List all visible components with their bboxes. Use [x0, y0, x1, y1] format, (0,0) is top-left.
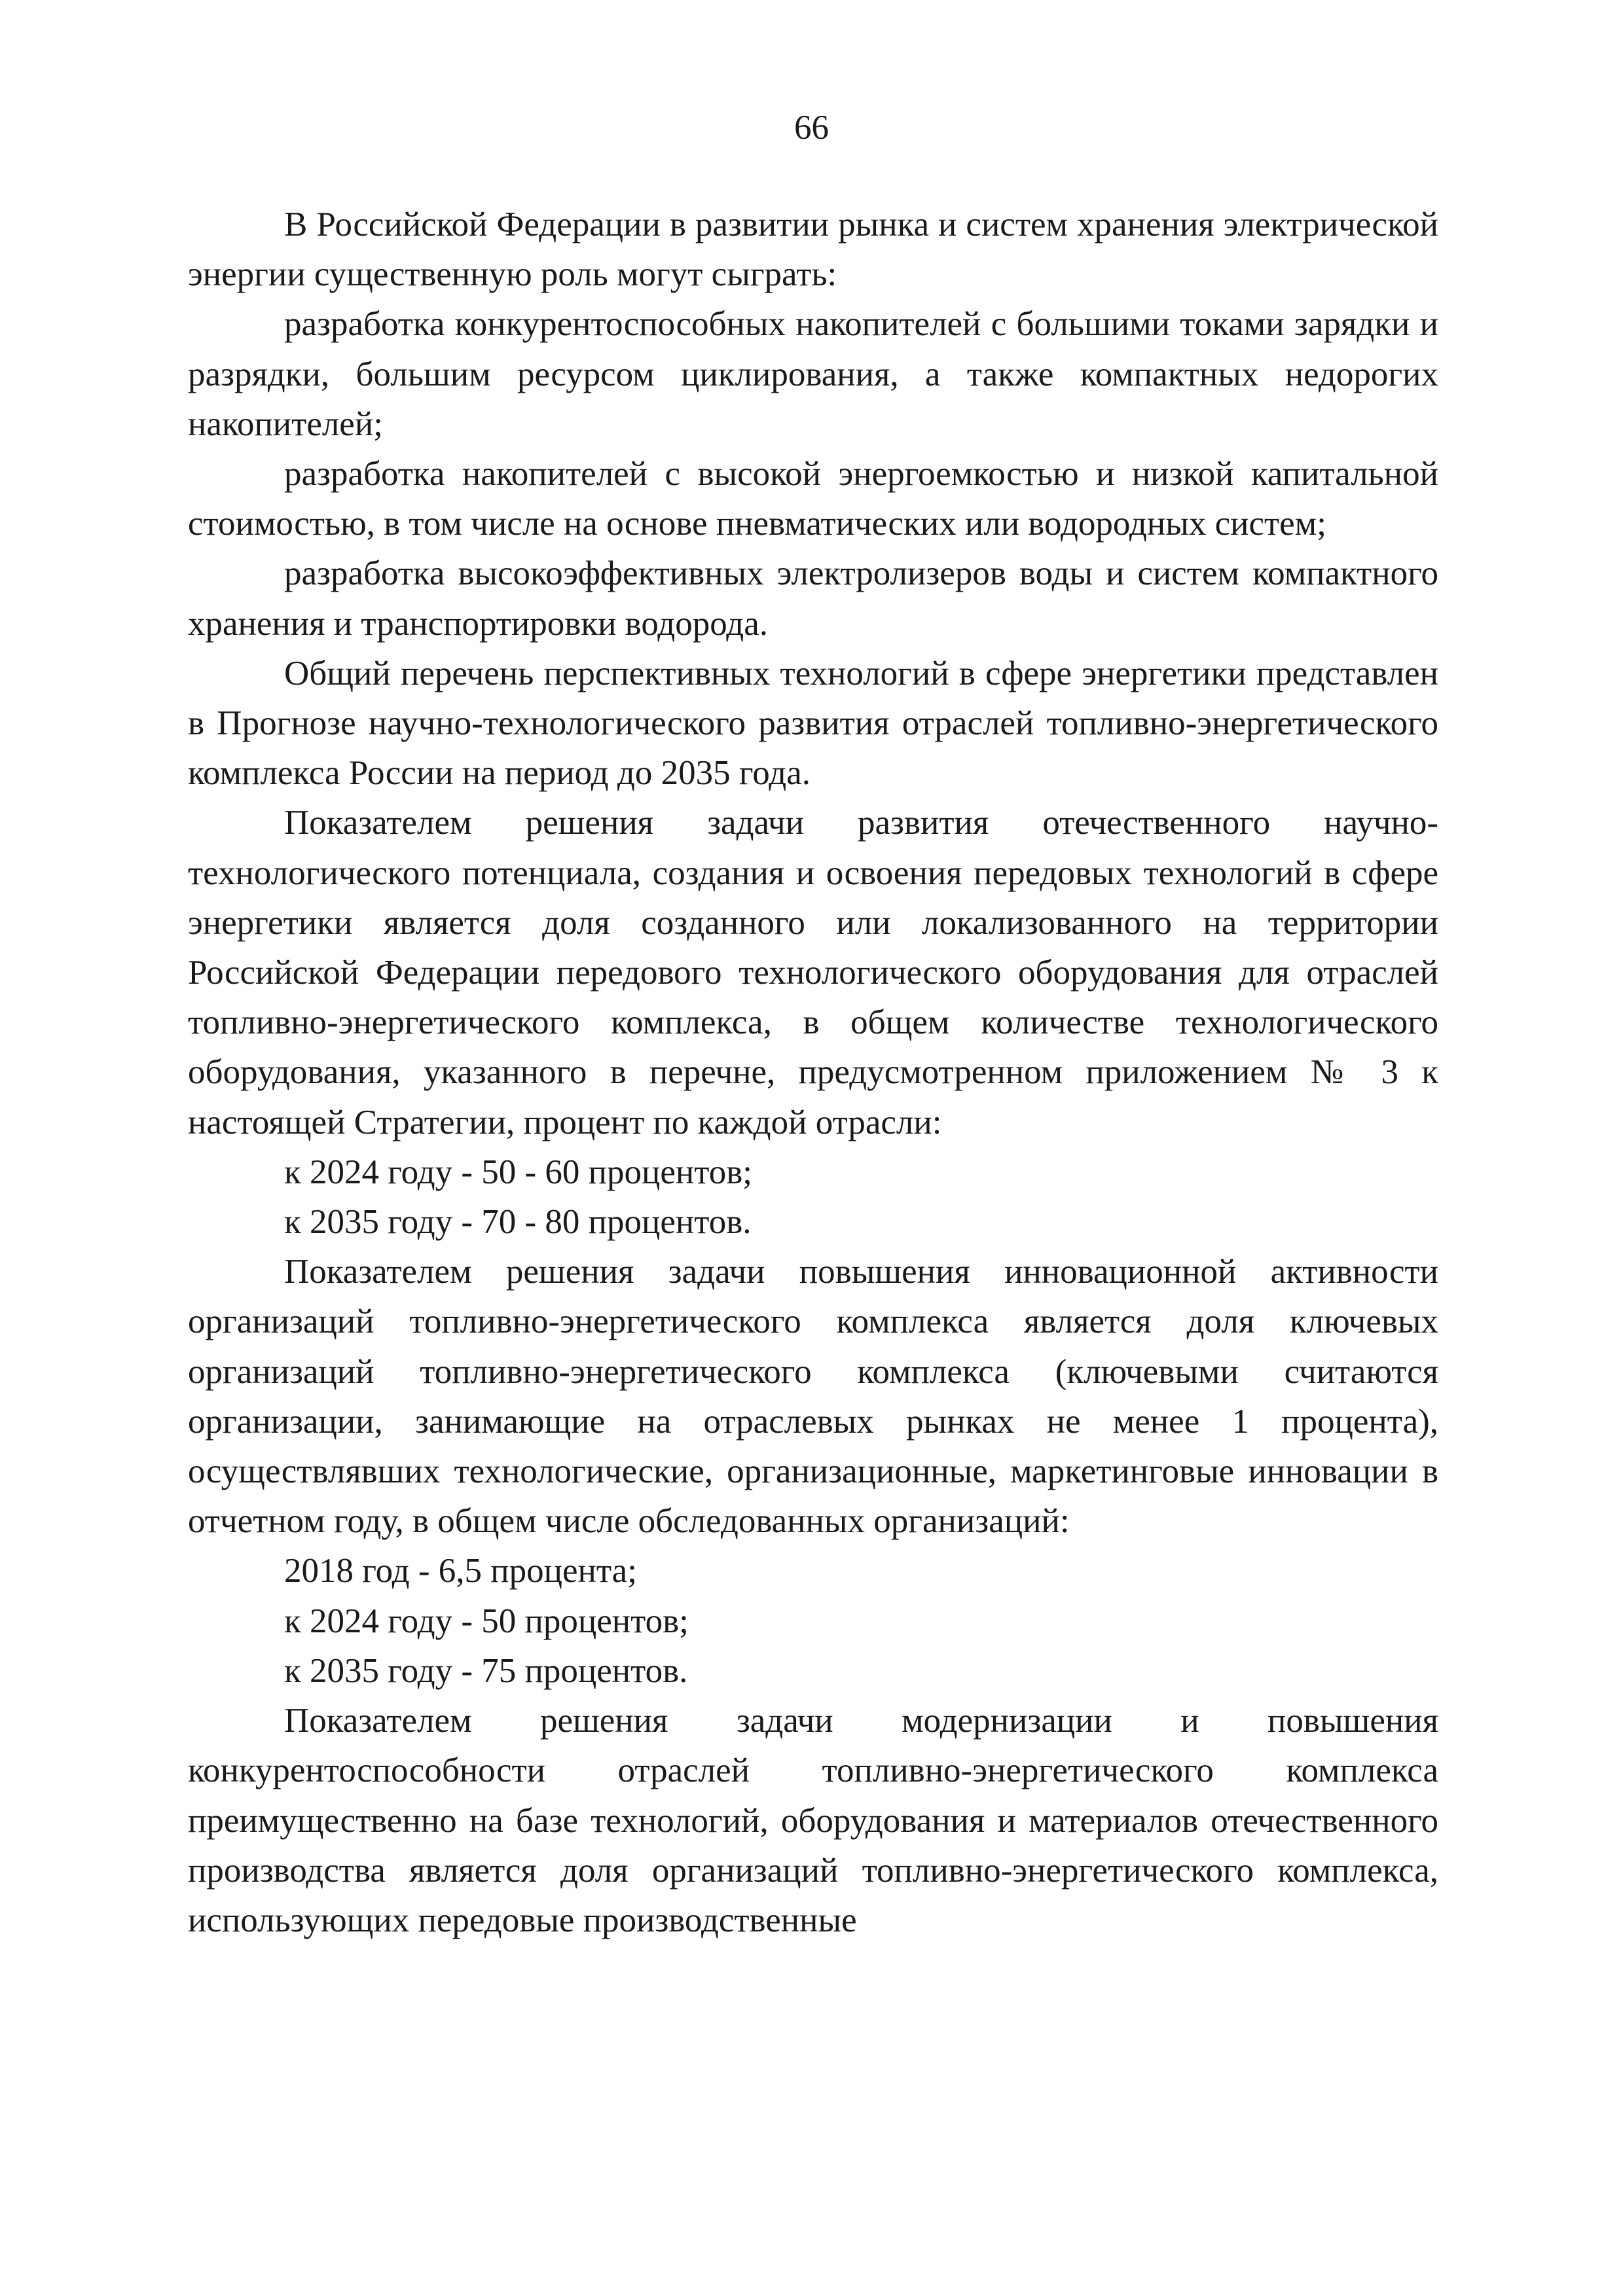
paragraph-indicator-technology: Показателем решения задачи развития отечественного научно-технологического потенциала, создания и освоения передовых технологий в сфере энергетики является доля созданного или локализованного на территории Российской Федерации передового технологического оборудования для отраслей топливно-энергетического комплекса, в общем количестве технологического оборудования, указанного в перечне, предусмотренном приложением № 3 к настоящей Стратегии, процент по каждой отрасли: — [188, 804, 1438, 1141]
target-2018-innovation: 2018 год - 6,5 процента; — [284, 1552, 637, 1590]
paragraph-technology-list: Общий перечень перспективных технологий в сфере энергетики представлен в Прогнозе научно-технологического развития отраслей топливно-энергетического комплекса России на период до 2035 года. — [188, 654, 1438, 793]
target-2035-innovation: к 2035 году - 75 процентов. — [284, 1651, 688, 1690]
document-body — [188, 200, 1438, 1945]
target-2024-innovation: к 2024 году - 50 процентов; — [284, 1602, 689, 1640]
page-number: 66 — [794, 109, 829, 147]
list-item-storage-development: разработка конкурентоспособных накопителей с большими токами зарядки и разрядки, большим ресурсом циклирования, а также компактных недорогих накопителей; — [188, 305, 1438, 443]
list-item-high-energy-storage: разработка накопителей с высокой энергоемкостью и низкой капитальной стоимостью, в том числе на основе пневматических или водородных систем; — [188, 455, 1438, 543]
paragraph-intro: В Российской Федерации в развитии рынка и систем хранения электрической энергии существенную роль могут сыграть: — [188, 206, 1438, 294]
paragraph-indicator-innovation: Показателем решения задачи повышения инновационной активности организаций топливно-энергетического комплекса является доля ключевых организаций топливно-энергетического комплекса (ключевыми считаются организации, занимающие на отраслевых рынках не менее 1 процента), осуществлявших технологические, организационные, маркетинговые инновации в отчетном году, в общем числе обследованных организаций: — [188, 1253, 1438, 1541]
list-item-electrolyzers: разработка высокоэффективных электролизеров воды и систем компактного хранения и транспортировки водорода. — [188, 554, 1438, 643]
paragraph-indicator-modernization: Показателем решения задачи модернизации и повышения конкурентоспособности отраслей топливно-энергетического комплекса преимущественно на базе технологий, оборудования и материалов отечественного производства является доля организаций топливно-энергетического комплекса, использующих передовые производственные — [188, 1702, 1438, 1939]
target-2035-equipment: к 2035 году - 70 - 80 процентов. — [284, 1203, 752, 1242]
target-2024-equipment: к 2024 году - 50 - 60 процентов; — [284, 1153, 752, 1191]
